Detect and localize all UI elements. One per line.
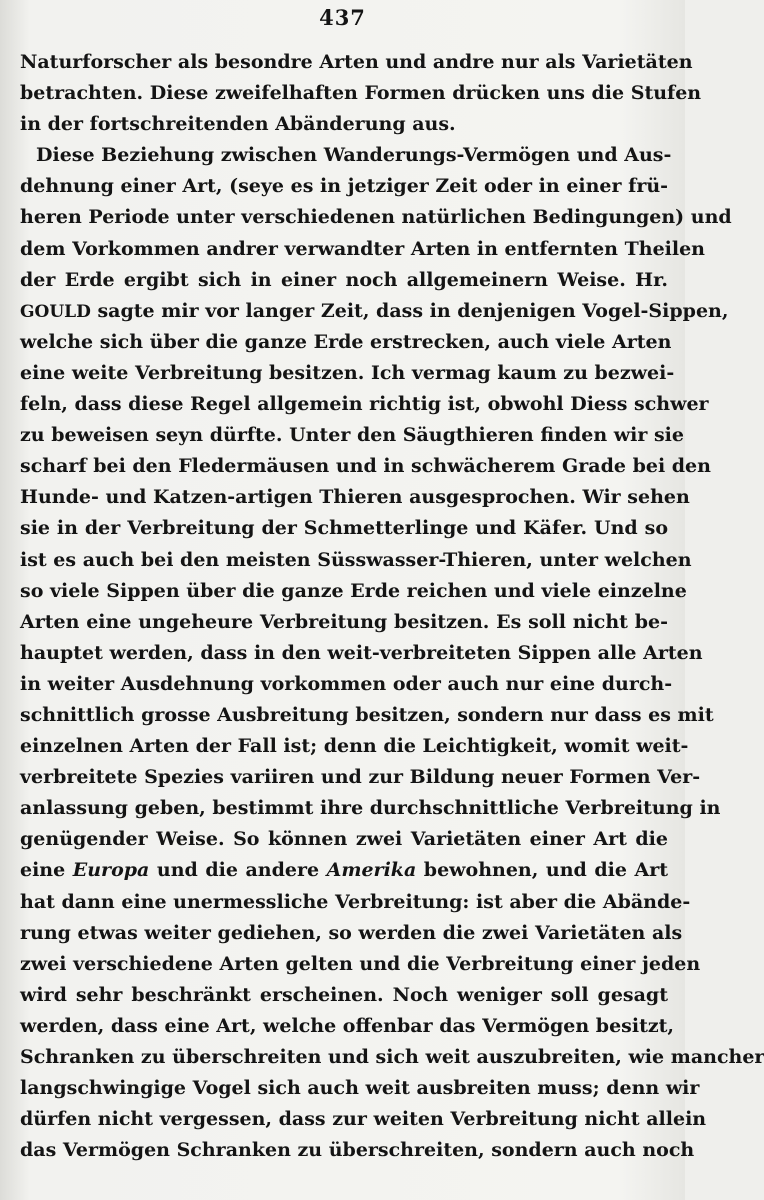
text-line: so viele Sippen über die ganze Erde reichen und viele einzelne — [20, 579, 687, 602]
text-line: genügender Weise. So können zwei Varietäten einer Art die — [20, 828, 668, 851]
text-line: welche sich über die ganze Erde erstrecken, auch viele Arten — [20, 330, 672, 353]
text-line: verbreitete Spezies variiren und zur Bildung neuer Formen Ver- — [20, 766, 701, 789]
text-fragment: bewohnen, und die Art — [416, 859, 669, 882]
text-fragment: sagte mir vor langer Zeit, dass in denjenigen Vogel-Sippen, — [90, 299, 729, 322]
text-line: Schranken zu überschreiten und sich weit auszubreiten, wie mancher — [20, 1046, 764, 1068]
text-fragment: und die andere — [149, 859, 327, 882]
text-line: betrachten. Diese zweifelhaften Formen drücken uns die Stufen — [20, 82, 702, 105]
text-line: in der fortschreitenden Abänderung aus. — [20, 113, 456, 136]
text-line: ist es auch bei den meisten Süsswasser-Thieren, unter welchen — [20, 548, 692, 571]
text-line: heren Periode unter verschiedenen natürlichen Bedingungen) und — [20, 206, 732, 229]
text-line: Hunde- und Katzen-artigen Thieren ausgesprochen. Wir sehen — [20, 486, 690, 509]
text-line: anlassung geben, bestimmt ihre durchschnittliche Verbreitung in — [20, 797, 721, 820]
author-name-gould: GOULD — [20, 301, 91, 322]
text-line: schnittlich grosse Ausbreitung besitzen, sondern nur dass es mit — [20, 703, 714, 726]
text-line: scharf bei den Fledermäusen und in schwächerem Grade bei den — [20, 455, 711, 478]
text-fragment: eine — [20, 859, 73, 882]
text-line: Naturforscher als besondre Arten und andre nur als Varietäten — [20, 51, 693, 73]
text-line: langschwingige Vogel sich auch weit ausbreiten muss; denn wir — [20, 1077, 700, 1100]
text-line: in weiter Ausdehnung vorkommen oder auch nur eine durch- — [20, 672, 673, 695]
text-line: hauptet werden, dass in den weit-verbreiteten Sippen alle Arten — [20, 641, 703, 664]
text-line: sie in der Verbreitung der Schmetterlinge und Käfer. Und so — [20, 517, 668, 540]
text-line: eine weite Verbreitung besitzen. Ich vermag kaum zu bezwei- — [20, 361, 675, 384]
text-line: werden, dass eine Art, welche offenbar das Vermögen besitzt, — [20, 1014, 675, 1037]
paragraph-start-line: Diese Beziehung zwischen Wanderungs-Vermögen und Aus- — [36, 144, 672, 167]
text-line: wird sehr beschränkt erscheinen. Noch weniger soll gesagt — [20, 983, 668, 1006]
text-line: dem Vorkommen andrer verwandter Arten in entfernten Theilen — [20, 237, 705, 260]
text-line: das Vermögen Schranken zu überschreiten, sondern auch noch — [20, 1139, 695, 1162]
text-line: feln, dass diese Regel allgemein richtig ist, obwohl Diess schwer — [20, 393, 709, 416]
place-amerika: Amerika — [326, 859, 417, 882]
place-europa: Europa — [72, 859, 150, 882]
text-line — [20, 296, 729, 327]
text-line: dürfen nicht vergessen, dass zur weiten Verbreitung nicht allein — [20, 1108, 707, 1131]
text-body — [20, 47, 764, 1166]
text-line: dehnung einer Art, (seye es in jetziger Zeit oder in einer frü- — [20, 175, 669, 198]
text-line: rung etwas weiter gediehen, so werden die zwei Varietäten als — [20, 921, 683, 944]
text-line: einzelnen Arten der Fall ist; denn die Leichtigkeit, womit weit- — [20, 735, 689, 758]
text-line — [20, 855, 668, 886]
text-line: hat dann eine unermessliche Verbreitung: ist aber die Abände- — [20, 890, 691, 913]
page-number: 437 — [319, 5, 366, 30]
text-line: zwei verschiedene Arten gelten und die Verbreitung einer jeden — [20, 952, 701, 975]
text-line: der Erde ergibt sich in einer noch allgemeinern Weise. Hr. — [20, 268, 668, 291]
text-line: Arten eine ungeheure Verbreitung besitzen. Es soll nicht be- — [20, 610, 668, 633]
text-line: zu beweisen seyn dürfte. Unter den Säugthieren finden wir sie — [20, 424, 684, 447]
